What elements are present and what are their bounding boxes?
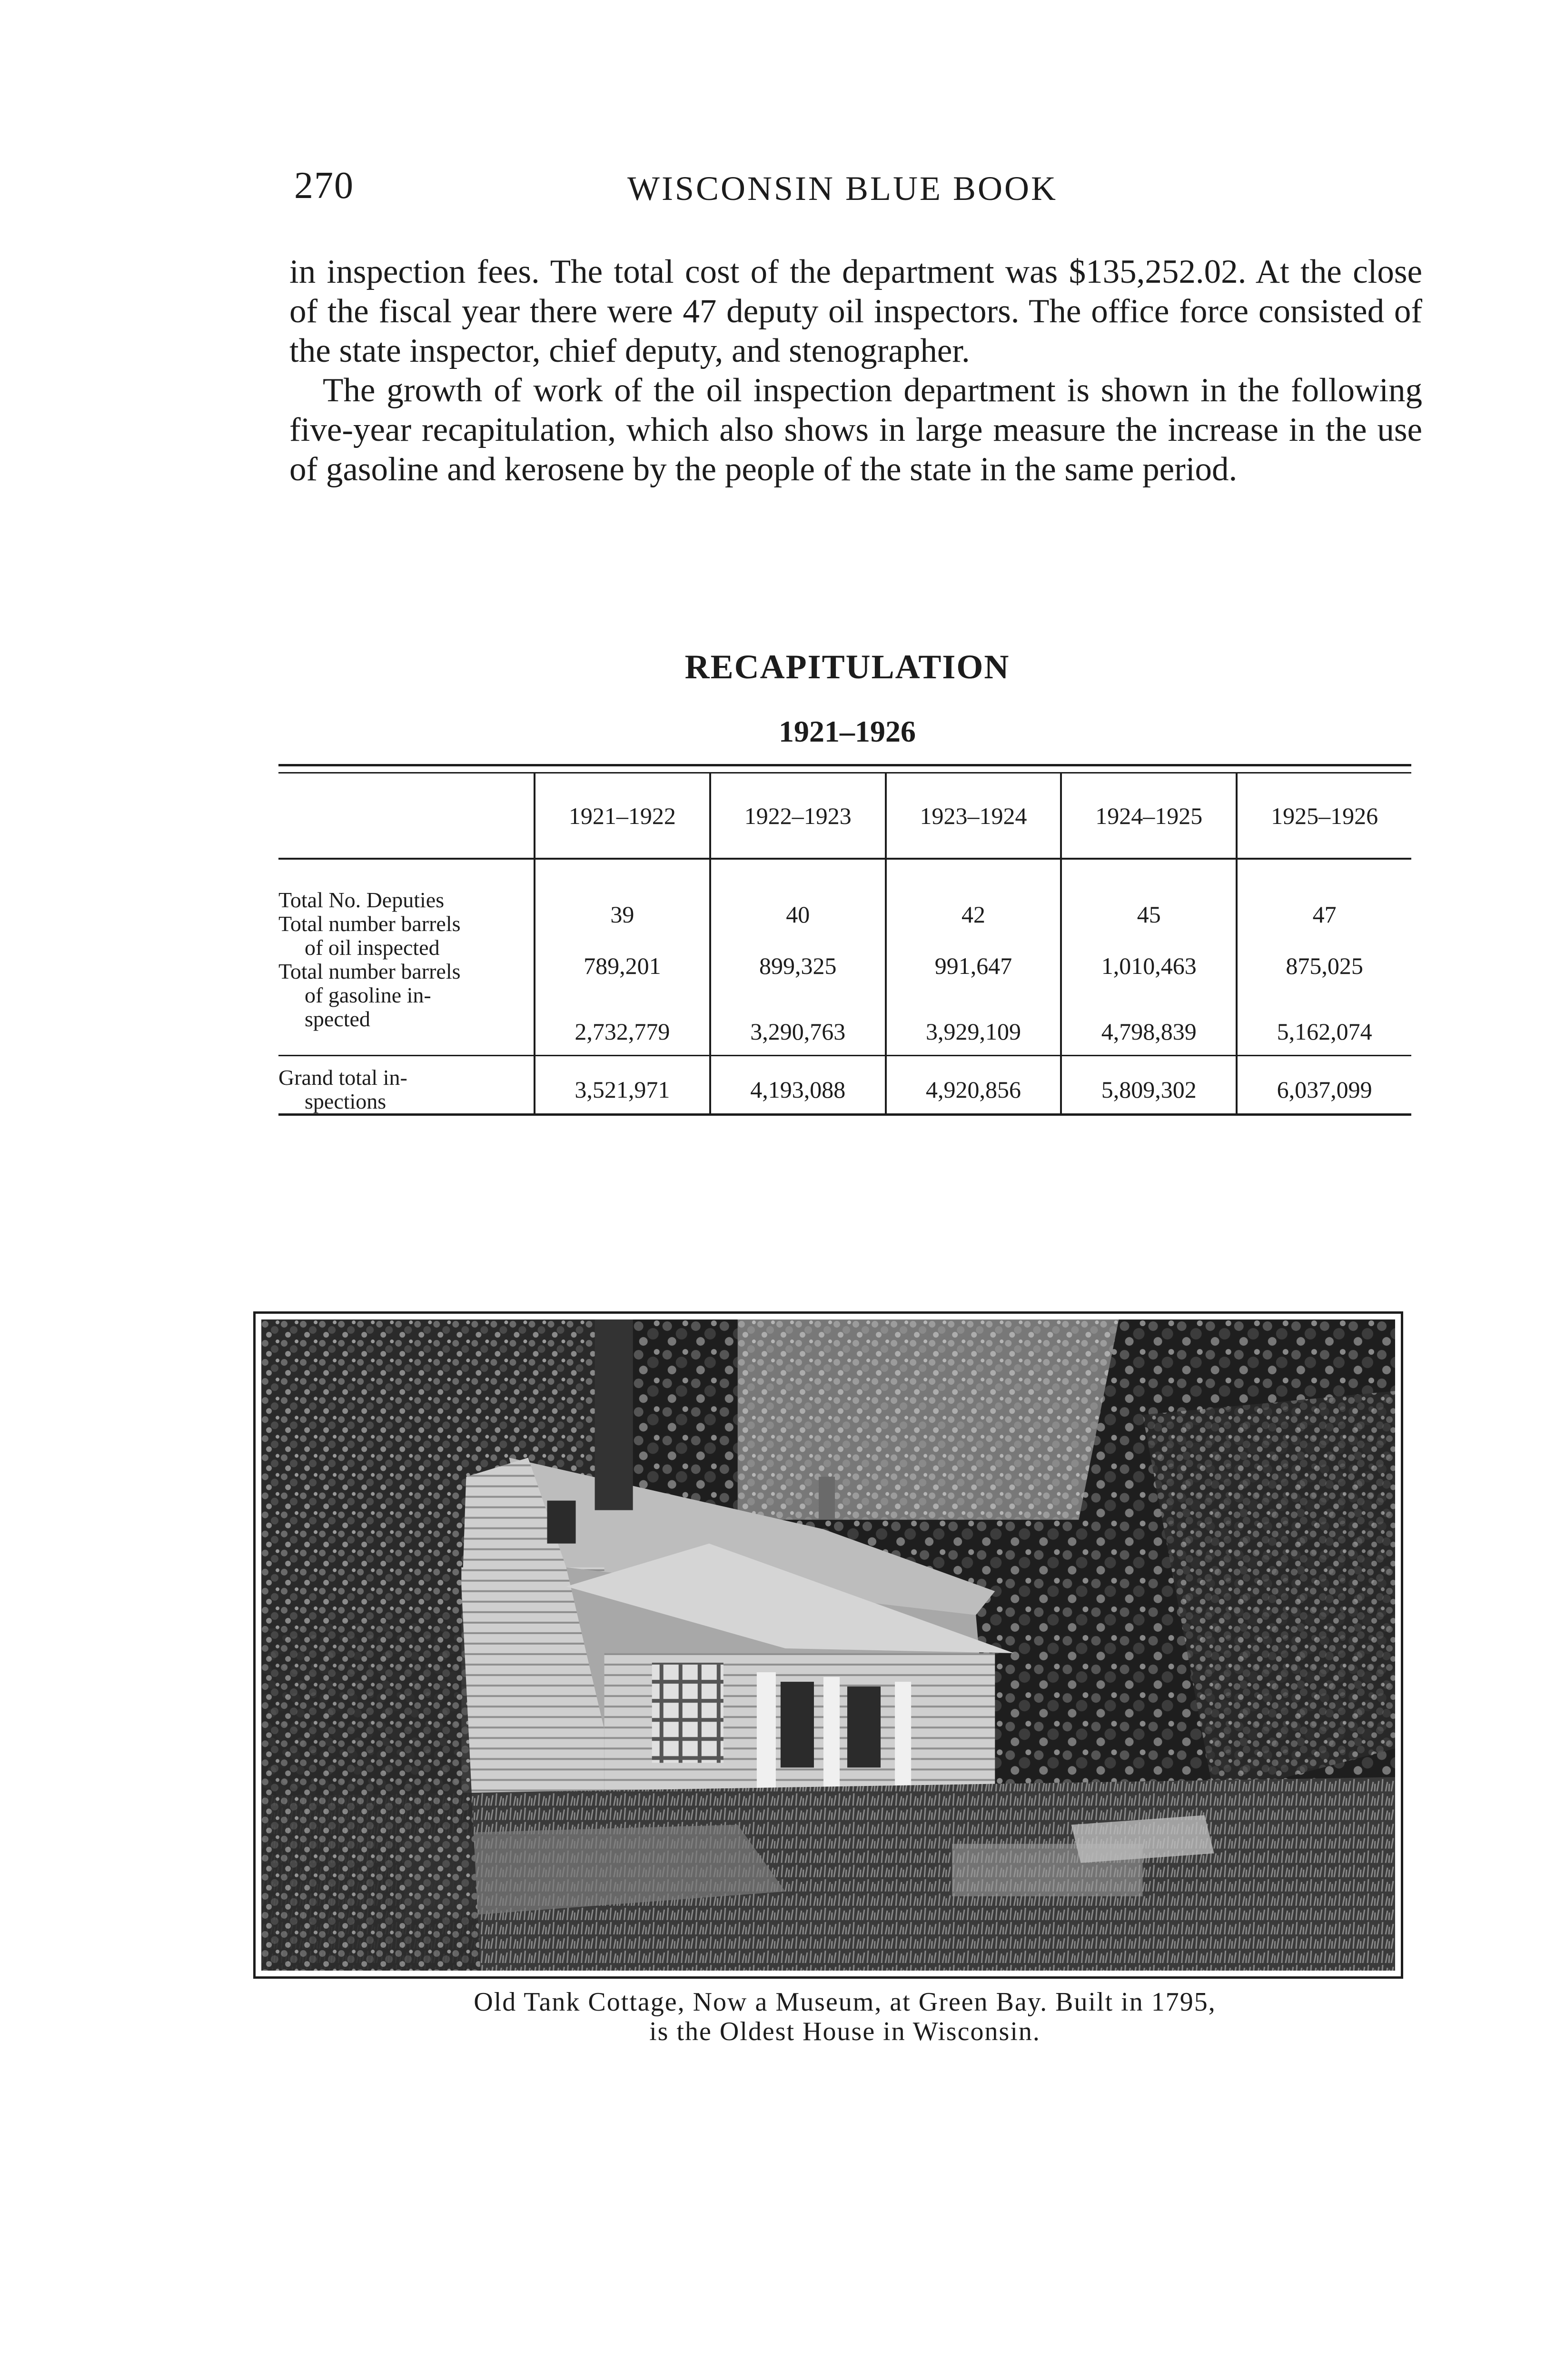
cell-gasoline: 2,732,779: [575, 1018, 670, 1045]
cell-oil: 1,010,463: [1101, 952, 1197, 979]
table-cell-group: [1061, 859, 1237, 1056]
column-header: 1922–1923: [710, 774, 886, 859]
row-label-gasoline-cont: spected: [305, 1007, 370, 1031]
recapitulation-table: [278, 764, 1411, 1116]
table-cell: [535, 1056, 710, 1115]
cell-gasoline: 3,290,763: [750, 1018, 846, 1045]
page-number: 270: [294, 165, 354, 207]
table-title: RECAPITULATION: [684, 648, 1010, 686]
row-label-oil: Total number barrels: [278, 912, 461, 936]
table-row-grand-total: [278, 1056, 1411, 1115]
table-cell: [1061, 1056, 1237, 1115]
table-cell-group: [535, 859, 710, 1056]
table-header-row: [278, 774, 1411, 859]
cell-deputies: 39: [610, 901, 634, 928]
cell-grand-total: 3,521,971: [575, 1076, 670, 1103]
row-label-gasoline: Total number barrels: [278, 959, 461, 983]
column-header: 1924–1925: [1061, 774, 1237, 859]
row-label-gasoline-cont: of gasoline in-: [305, 983, 431, 1007]
cell-gasoline: 4,798,839: [1101, 1018, 1197, 1045]
cell-oil: 789,201: [584, 952, 661, 979]
cell-oil: 899,325: [759, 952, 837, 979]
row-label-grand-total: [278, 1056, 535, 1115]
table-row-group: [278, 859, 1411, 1056]
cell-grand-total: 4,920,856: [925, 1076, 1021, 1103]
cell-gasoline: 3,929,109: [925, 1018, 1021, 1045]
table-cell-group: [886, 859, 1061, 1056]
table-cell: [886, 1056, 1061, 1115]
paragraph-1: in inspection fees. The total cost of the department was $135,252.02. At the close of the fiscal year there were 47 deputy oil inspectors. The office force consisted of the state inspector, chief deputy, and stenographer.: [289, 253, 1422, 369]
paragraph-2: The growth of work of the oil inspection department is shown in the following five-year recapitulation, which also shows in large measure the increase in the use of gasoline and kerosene by the people of the state in the same period.: [289, 372, 1422, 488]
row-label-deputies: Total No. Deputies: [278, 888, 445, 912]
column-header: 1921–1922: [535, 774, 710, 859]
cell-deputies: 40: [786, 901, 810, 928]
column-header: 1925–1926: [1237, 774, 1411, 859]
cottage-photo: [261, 1319, 1395, 1971]
cell-oil: 991,647: [934, 952, 1012, 979]
row-labels: [278, 859, 535, 1056]
cell-grand-total: 6,037,099: [1277, 1076, 1372, 1103]
running-title: WISCONSIN BLUE BOOK: [627, 169, 1058, 208]
table-top-rule: [278, 764, 1411, 774]
caption-line-2: is the Oldest House in Wisconsin.: [649, 2017, 1041, 2046]
stub-header: [278, 774, 535, 859]
row-label-oil-cont: of oil inspected: [305, 935, 440, 960]
table-cell: [1237, 1056, 1411, 1115]
photo-frame: [253, 1311, 1403, 1979]
cell-grand-total: 4,193,088: [750, 1076, 846, 1103]
table-cell: [710, 1056, 886, 1115]
row-label-grand-total-line: Grand total in-: [278, 1065, 407, 1090]
caption-line-1: Old Tank Cottage, Now a Museum, at Green Bay. Built in 1795,: [474, 1987, 1216, 2017]
cell-oil: 875,025: [1286, 952, 1363, 979]
body-text: [289, 252, 1422, 489]
cell-gasoline: 5,162,074: [1277, 1018, 1372, 1045]
cell-deputies: 42: [961, 901, 985, 928]
cell-deputies: 47: [1312, 901, 1337, 928]
table-cell-group: [1237, 859, 1411, 1056]
table-subtitle: 1921–1926: [779, 714, 916, 748]
table-cell-group: [710, 859, 886, 1056]
column-header: 1923–1924: [886, 774, 1061, 859]
photo-caption: [309, 1987, 1380, 2046]
cell-deputies: 45: [1137, 901, 1161, 928]
cell-grand-total: 5,809,302: [1101, 1076, 1197, 1103]
row-label-grand-total-line: spections: [305, 1089, 386, 1113]
running-head: [294, 164, 1417, 221]
